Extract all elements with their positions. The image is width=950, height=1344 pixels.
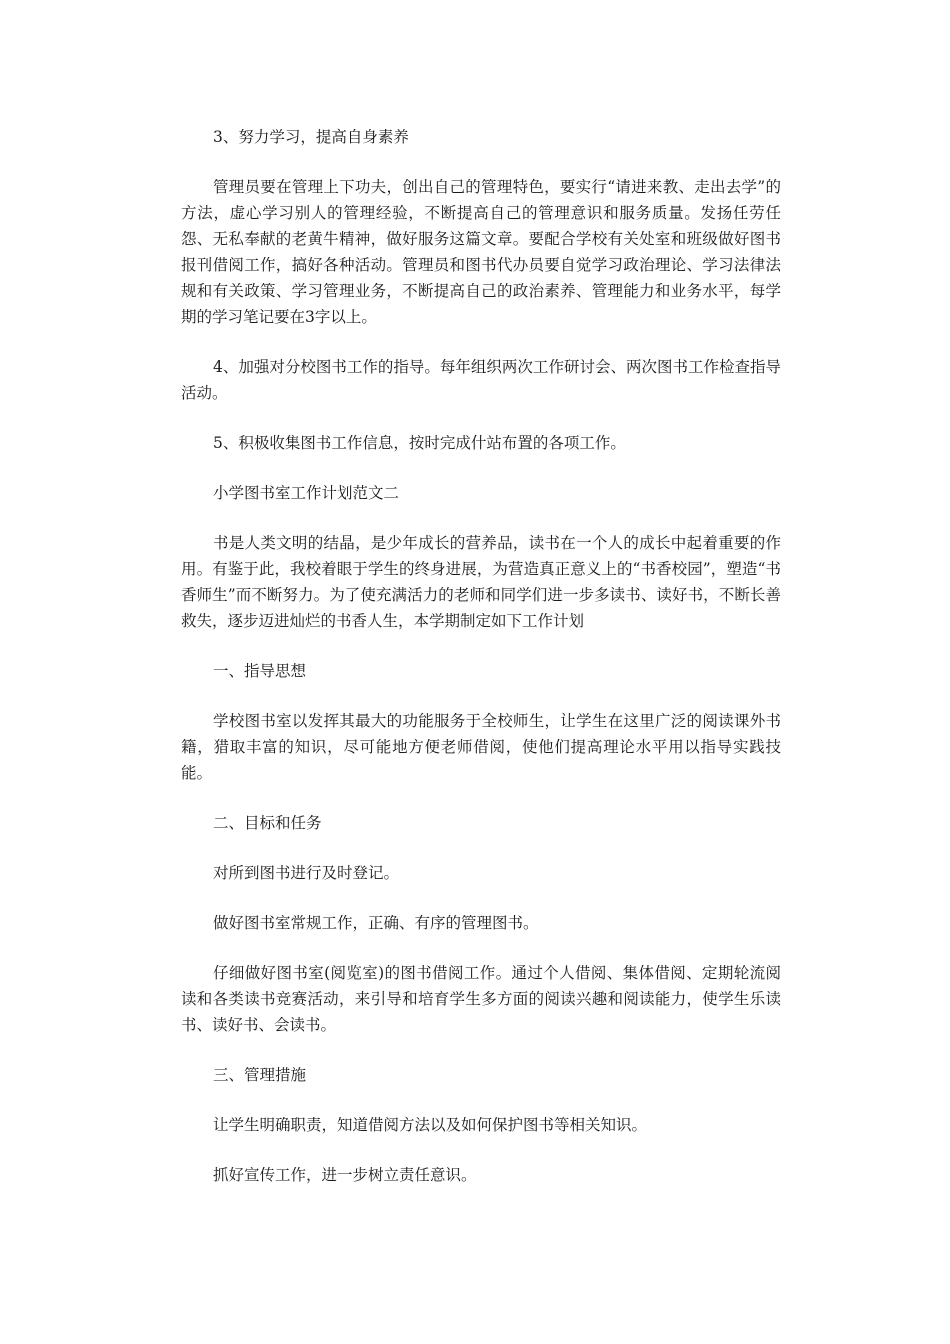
section-heading-measures: 三、管理措施 [213, 1066, 307, 1084]
paragraph-publicity: 抓好宣传工作，进一步树立责任意识。 [213, 1166, 477, 1184]
section-heading-study: 3、努力学习，提高自身素养 [213, 128, 409, 146]
paragraph-library-function: 学校图书室以发挥其最大的功能服务于全校师生，让学生在这里广泛的阅读课外书籍，猎取丰富的知识，尽可能地方便老师借阅，使他们提高理论水平用以指导实践技能。 [181, 712, 781, 782]
section-heading-guiding-thought: 一、指导思想 [213, 662, 307, 680]
paragraph-register-books: 对所到图书进行及时登记。 [213, 864, 400, 882]
paragraph-manager-duties: 管理员要在管理上下功夫，创出自己的管理特色，要实行“请进来教、走出去学”的方法，虚心学习别人的管理经验，不断提高自己的管理意识和服务质量。发扬任劳任怨、无私奉献的老黄牛精神，做好服务这篇文章。要配合学校有关处室和班级做好图书报刊借阅工作，搞好各种活动。管理员和图书代办员要自觉学习政治理论、学习法律法规和有关政策、学习管理业务，不断提高自己的政治素养、管理能力和业务水平，每学期的学习笔记要在3字以上。 [181, 178, 781, 326]
paragraph-routine-work: 做好图书室常规工作，正确、有序的管理图书。 [213, 914, 539, 932]
paragraph-branch-guidance: 4、加强对分校图书工作的指导。每年组织两次工作研讨会、两次图书工作检查指导活动。 [181, 358, 781, 402]
paragraph-borrowing-work: 仔细做好图书室(阅览室)的图书借阅工作。通过个人借阅、集体借阅、定期轮流阅读和各类读书竞赛活动，来引导和培育学生多方面的阅读兴趣和阅读能力，使学生乐读书、读好书、会读书。 [181, 964, 781, 1034]
section-title-sample-two: 小学图书室工作计划范文二 [213, 484, 400, 502]
paragraph-intro-reading: 书是人类文明的结晶，是少年成长的营养品，读书在一个人的成长中起着重要的作用。有鉴于此，我校着眼于学生的终身进展，为营造真正意义上的“书香校园”，塑造“书香师生”而不断努力。为了使充满活力的老师和同学们进一步多读书、读好书，不断长善救失，逐步迈进灿烂的书香人生，本学期制定如下工作计划 [181, 534, 781, 630]
paragraph-collect-info: 5、积极收集图书工作信息，按时完成什站布置的各项工作。 [213, 434, 626, 452]
paragraph-student-duties: 让学生明确职责，知道借阅方法以及如何保护图书等相关知识。 [213, 1116, 648, 1134]
document-body [181, 124, 781, 1212]
section-heading-goals: 二、目标和任务 [213, 814, 322, 832]
